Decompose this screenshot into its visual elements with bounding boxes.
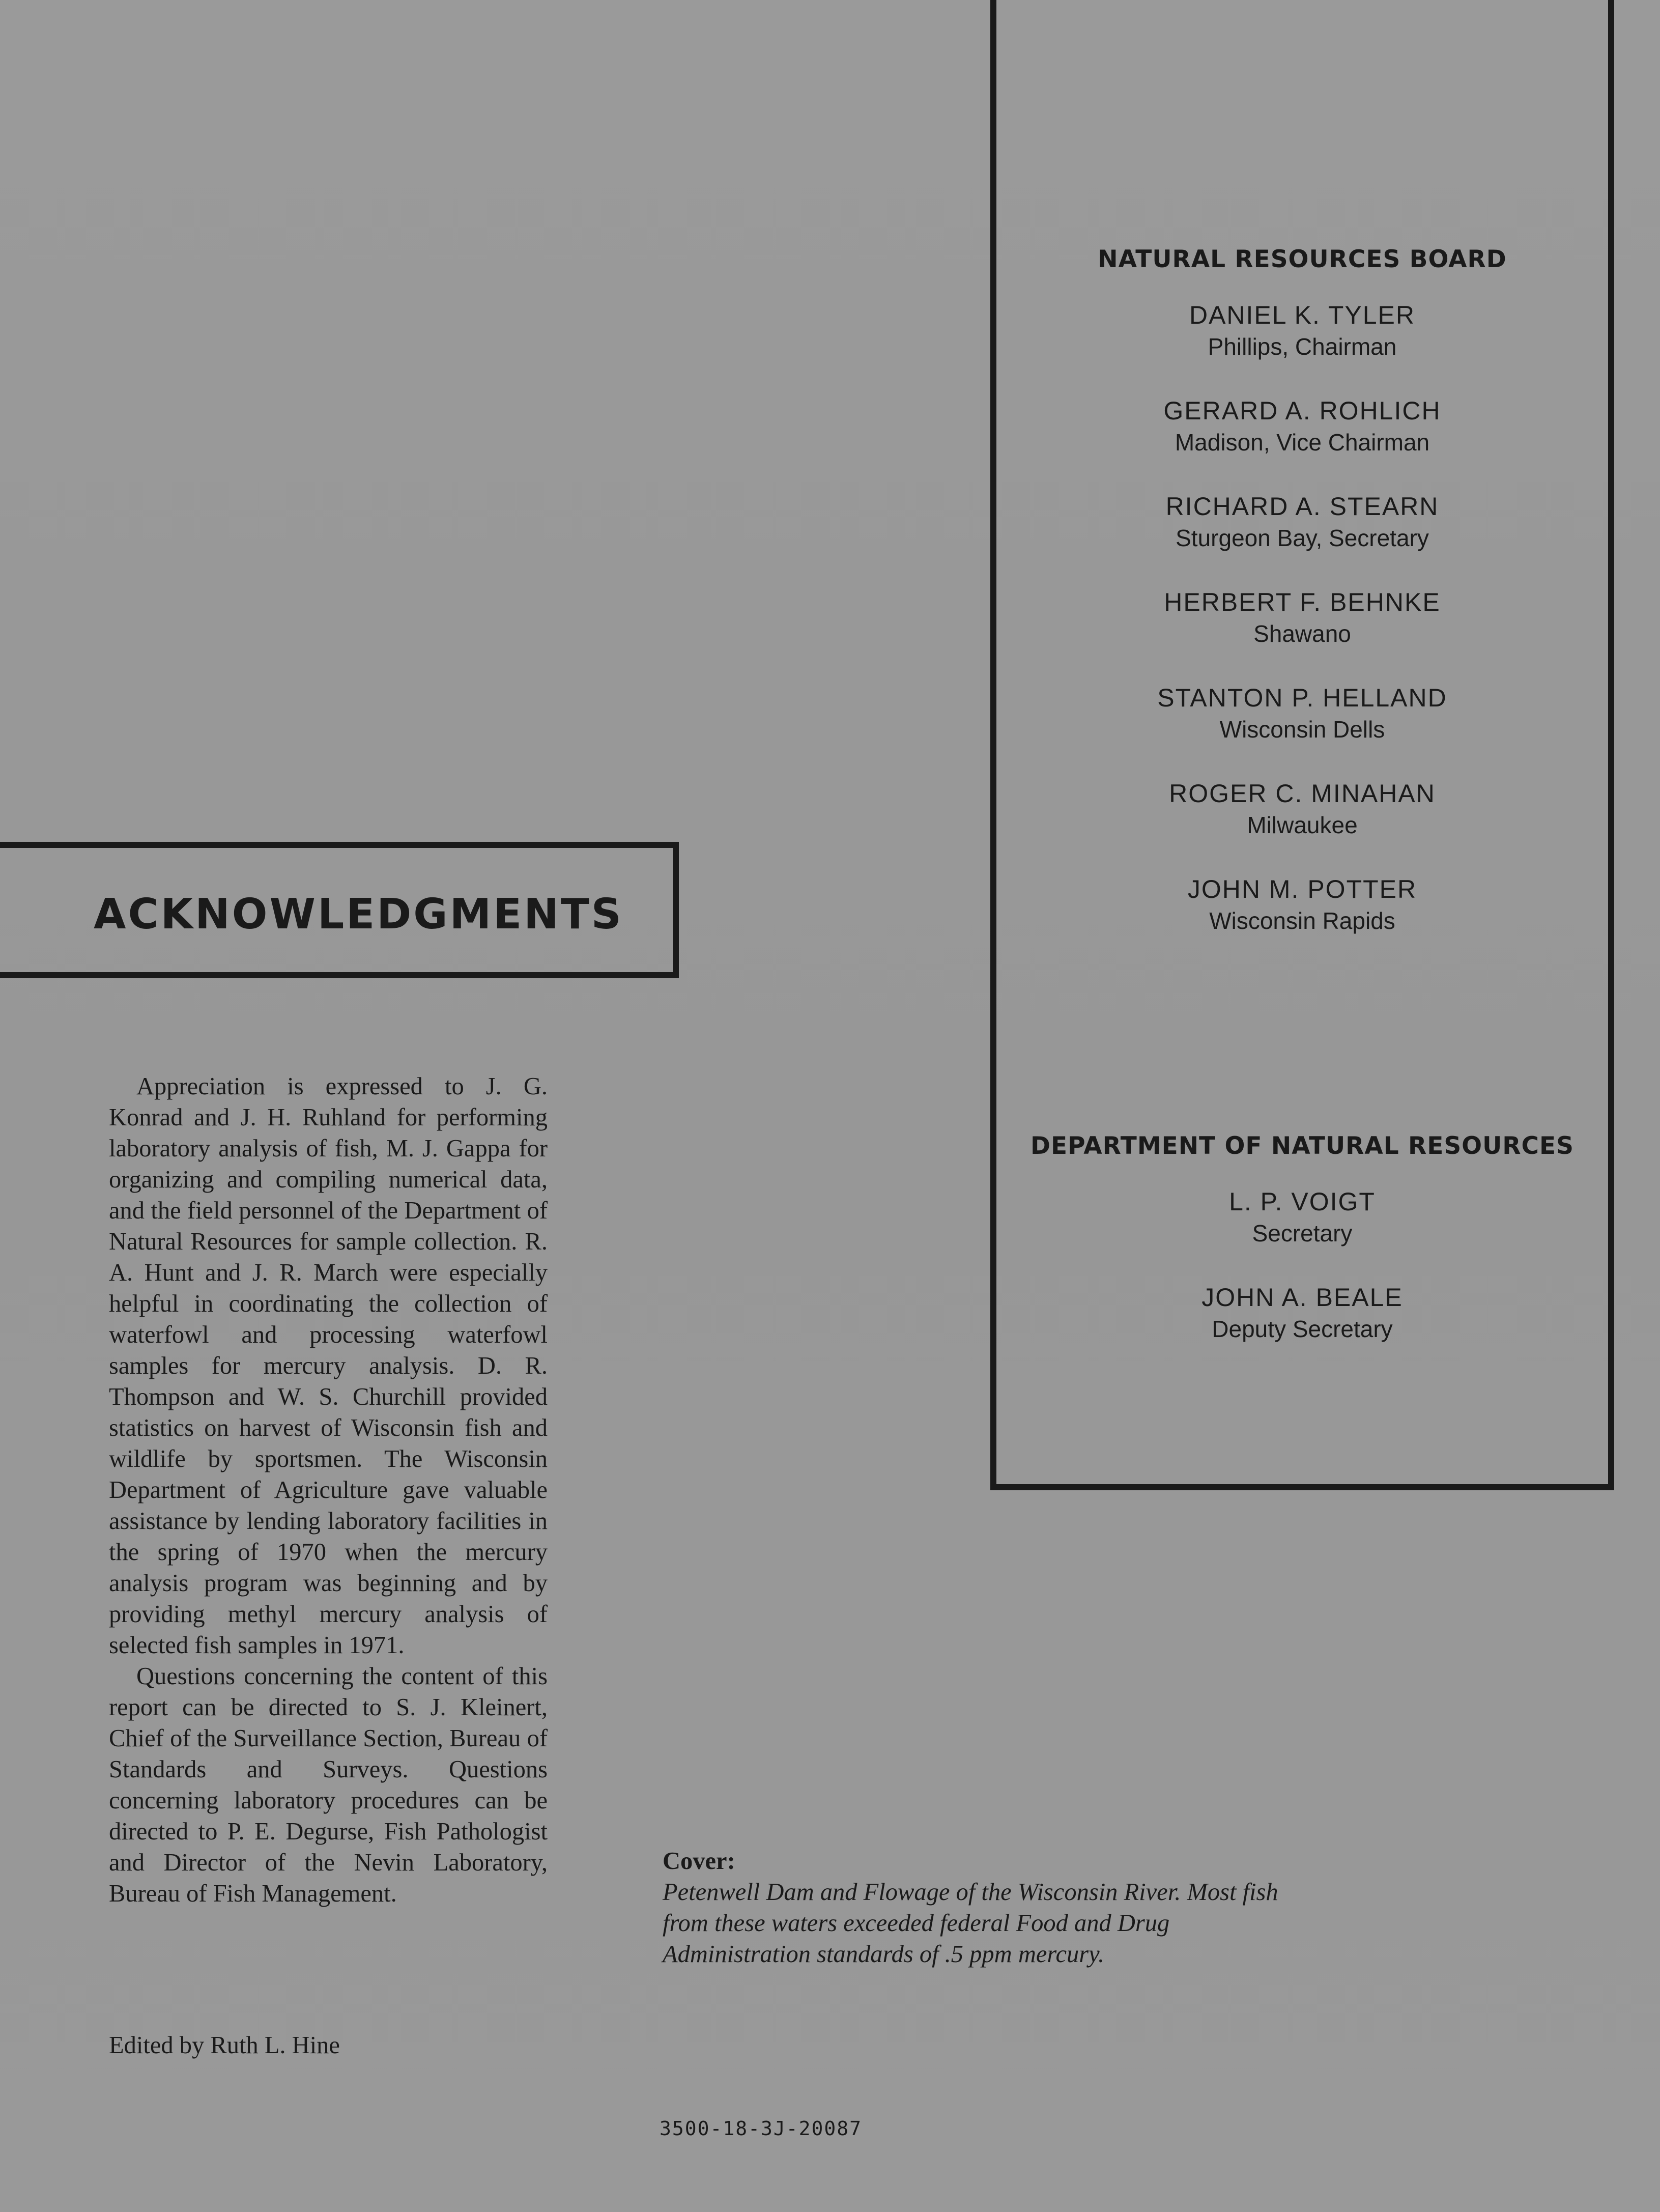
board-member (996, 491, 1608, 554)
acknowledgments-heading: ACKNOWLEDGMENTS (94, 890, 623, 939)
board-listing-box (990, 0, 1614, 1490)
department-title: DEPARTMENT OF NATURAL RESOURCES (1031, 1132, 1574, 1160)
publication-code: 3500-18-3J-20087 (660, 2117, 863, 2140)
member-role: Milwaukee (1247, 812, 1358, 838)
acknowledgments-paragraph: Appreciation is expressed to J. G. Konrad and J. H. Ruhland for performing laboratory analysis of fish, M. J. Gappa for organizing and compiling numerical data, and the field personnel of the Department of Natural Resources for sample collection. R. A. Hunt and J. R. March were especially helpful in coordinating the collection of waterfowl and processing waterfowl samples for mercury analysis. D. R. Thompson and W. S. Churchill provided statistics on harvest of Wisconsin fish and wildlife by sportsmen. The Wisconsin Department of Agriculture gave valuable assistance by lending laboratory facilities in the spring of 1970 when the mercury analysis program was beginning and by providing methyl mercury analysis of selected fish samples in 1971. (109, 1073, 548, 1659)
member-role: Sturgeon Bay, Secretary (1176, 525, 1429, 551)
department-member (996, 1186, 1608, 1249)
member-role: Deputy Secretary (1212, 1316, 1393, 1342)
board-member (996, 395, 1608, 458)
member-name: L. P. VOIGT (1229, 1187, 1376, 1216)
member-name: JOHN M. POTTER (1187, 875, 1417, 903)
board-member (996, 778, 1608, 841)
board-member (996, 300, 1608, 362)
member-role: Madison, Vice Chairman (1175, 429, 1430, 456)
natural-resources-board-section (996, 245, 1608, 970)
cover-caption-block (663, 1846, 1304, 1970)
cover-caption: Petenwell Dam and Flowage of the Wisconsin River. Most fish from these waters exceeded federal Food and Drug Administration standards of .5 ppm mercury. (663, 1879, 1278, 1968)
member-role: Phillips, Chairman (1208, 333, 1397, 360)
member-role: Shawano (1253, 620, 1351, 647)
member-role: Secretary (1252, 1220, 1353, 1246)
editor-credit: Edited by Ruth L. Hine (109, 2032, 340, 2059)
member-name: ROGER C. MINAHAN (1169, 779, 1436, 808)
member-name: JOHN A. BEALE (1201, 1283, 1403, 1312)
member-name: STANTON P. HELLAND (1157, 684, 1447, 712)
cover-label: Cover: (663, 1848, 735, 1875)
acknowledgments-body (109, 1071, 548, 1909)
board-member (996, 683, 1608, 745)
natural-resources-board-title: NATURAL RESOURCES BOARD (1098, 245, 1507, 273)
board-member (996, 587, 1608, 649)
member-name: DANIEL K. TYLER (1189, 301, 1416, 329)
acknowledgments-heading-box (0, 842, 679, 978)
member-name: GERARD A. ROHLICH (1163, 396, 1441, 425)
member-role: Wisconsin Rapids (1209, 908, 1395, 934)
member-role: Wisconsin Dells (1219, 716, 1385, 743)
acknowledgments-paragraph: Questions concerning the content of this report can be directed to S. J. Kleinert, Chief of the Surveillance Section, Bureau of Standards and Surveys. Questions concerning laboratory procedures can be directed to P. E. Degurse, Fish Pathologist and Director of the Nevin Laboratory, Bureau of Fish Management. (109, 1663, 548, 1907)
member-name: HERBERT F. BEHNKE (1164, 588, 1441, 616)
department-section (996, 1132, 1608, 1378)
board-member (996, 874, 1608, 937)
department-member (996, 1282, 1608, 1345)
member-name: RICHARD A. STEARN (1165, 492, 1439, 521)
